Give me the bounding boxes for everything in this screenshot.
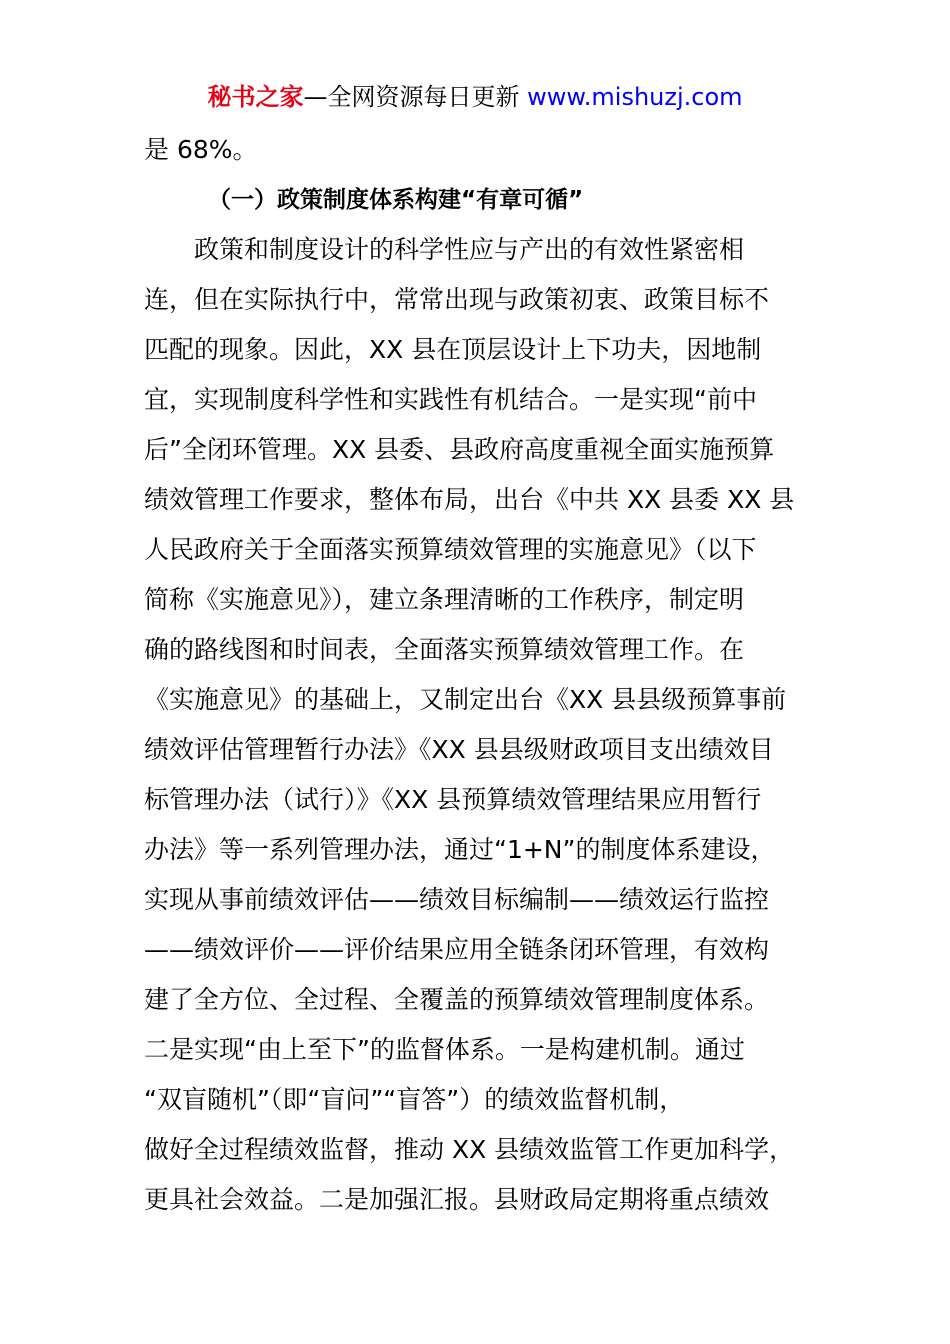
page-header xyxy=(0,80,950,114)
text-line: 是 68%。 xyxy=(144,135,258,164)
text-line: 政策和制度设计的科学性应与产出的有效性紧密相 xyxy=(144,235,745,264)
header-tagline: —全网资源每日更新 xyxy=(303,83,520,111)
text-line: 绩效评估管理暂行办法》《XX 县县级财政项目支出绩效目 xyxy=(144,735,774,764)
text-line: 宜，实现制度科学性和实践性有机结合。一是实现“前中 xyxy=(144,385,757,414)
text-line: 做好全过程绩效监督，推动 XX 县绩效监管工作更加科学， xyxy=(144,1135,795,1164)
document-body xyxy=(144,125,814,1225)
website-link[interactable]: www.mishuzj.com xyxy=(527,83,743,111)
text-line: 建了全方位、全过程、全覆盖的预算绩效管理制度体系。 xyxy=(144,985,770,1014)
text-line: 更具社会效益。二是加强汇报。县财政局定期将重点绩效 xyxy=(144,1185,770,1214)
text-line: 后”全闭环管理。XX 县委、县政府高度重视全面实施预算 xyxy=(144,435,775,464)
brand-name: 秘书之家 xyxy=(207,83,304,111)
text-line: 匹配的现象。因此，XX 县在顶层设计上下功夫，因地制 xyxy=(144,335,762,364)
text-line: 人民政府关于全面落实预算绩效管理的实施意见》（以下 xyxy=(144,535,757,564)
text-line: 二是实现“由上至下”的监督体系。一是构建机制。通过 xyxy=(144,1035,745,1064)
text-line: 简称《实施意见》），建立条理清晰的工作秩序，制定明 xyxy=(144,585,745,614)
text-line: 标管理办法（试行）》《XX 县预算绩效管理结果应用暂行 xyxy=(144,785,762,814)
text-line: 连，但在实际执行中，常常出现与政策初衷、政策目标不 xyxy=(144,285,770,314)
text-line: 确的路线图和时间表，全面落实预算绩效管理工作。在 xyxy=(144,635,745,664)
text-line: ——绩效评价——评价结果应用全链条闭环管理，有效构 xyxy=(144,935,770,964)
text-line: “双盲随机”（即“盲问”“盲答”）的绩效监督机制， xyxy=(144,1085,685,1114)
section-heading: （一）政策制度体系构建“有章可循” xyxy=(208,187,584,213)
text-line: 绩效管理工作要求，整体布局，出台《中共 XX 县委 XX 县 xyxy=(144,485,795,514)
text-line: 办法》等一系列管理办法，通过“1+N”的制度体系建设， xyxy=(144,835,776,864)
text-line: 《实施意见》的基础上，又制定出台《XX 县县级预算事前 xyxy=(144,685,787,714)
text-line: 实现从事前绩效评估——绩效目标编制——绩效运行监控 xyxy=(144,885,770,914)
